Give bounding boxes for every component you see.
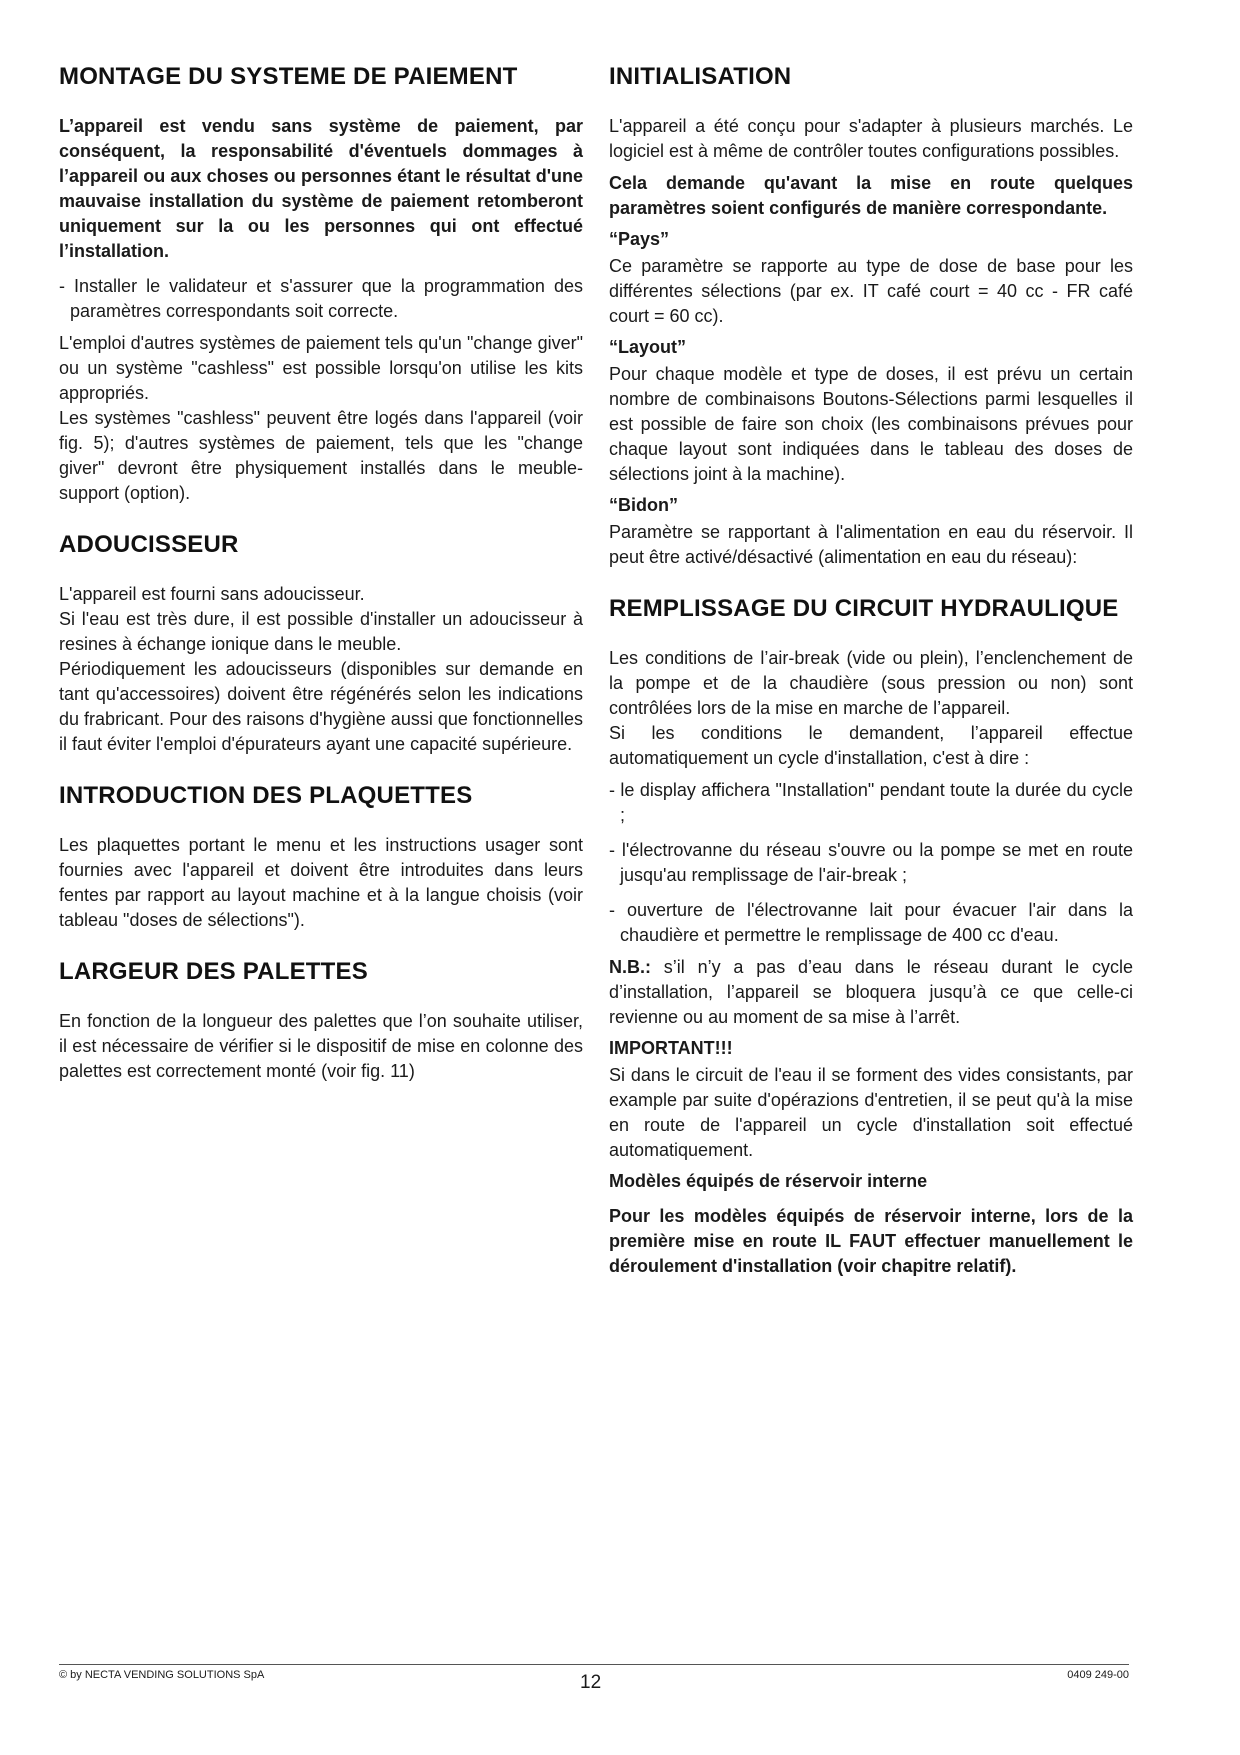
montage-bullet: - Installer le validateur et s'assurer que la programmation des paramètres correspondants soit correcte. xyxy=(59,276,583,321)
pays-label: “Pays” xyxy=(609,229,670,249)
adoucisseur-p1: L'appareil est fourni sans adoucisseur. xyxy=(59,584,365,604)
remplissage-bullet-3: - ouverture de l'électrovanne lait pour évacuer l'air dans la chaudière et permettre le remplissage de 400 cc d'eau. xyxy=(609,900,1133,945)
adoucisseur-p3: Périodiquement les adoucisseurs (disponibles sur demande en tant qu'accessoires) doivent être régénérés selon les indications du frabricant. Pour des raisons d'hygiène aussi que fonctionnelles il faut éviter l'emploi d'épurateurs ayant une capacité supérieure. xyxy=(59,659,583,754)
footer-divider xyxy=(59,1664,1129,1665)
section-palettes xyxy=(59,957,583,1084)
bidon-label: “Bidon” xyxy=(609,495,678,515)
heading-montage: MONTAGE DU SYSTEME DE PAIEMENT xyxy=(59,63,518,90)
layout-label: “Layout” xyxy=(609,337,687,357)
footer-copyright: © by NECTA VENDING SOLUTIONS SpA xyxy=(59,1669,265,1681)
nb-text: s’il n’y a pas d’eau dans le réseau durant le cycle d’installation, l’appareil se bloquera jusqu’à ce que celle-ci revienne ou au moment de sa mise à l’arrêt. xyxy=(609,957,1133,1027)
montage-intro: L’appareil est vendu sans système de paiement, par conséquent, la responsabilité d'éventuels dommages à l’appareil ou aux choses ou personnes étant le résultat d'une mauvaise installation du système de paiement retomberont uniquement sur la ou les personnes qui ont effectué l’installation. xyxy=(59,116,583,261)
heading-initialisation: INITIALISATION xyxy=(609,63,792,90)
plaquettes-p1: Les plaquettes portant le menu et les instructions usager sont fournies avec l'appareil et doivent être introduites dans leurs fentes par rapport au layout machine et à la langue choisis (voir tableau "doses de sélections"). xyxy=(59,835,583,930)
remplissage-bullet-2: - l'électrovanne du réseau s'ouvre ou la pompe se met en route jusqu'au remplissage de l'air-break ; xyxy=(609,840,1133,885)
left-column xyxy=(59,62,583,1084)
pays-text: Ce paramètre se rapporte au type de dose de base pour les différentes sélections (par ex. IT café court = 40 cc - FR café court = 60 cc). xyxy=(609,256,1133,326)
montage-para2: Les systèmes "cashless" peuvent être logés dans l'appareil (voir fig. 5); d'autres systèmes de paiement, tels que les "change giver" devront être physiquement installés dans le meuble-support (option). xyxy=(59,408,583,503)
layout-text: Pour chaque modèle et type de doses, il est prévu un certain nombre de combinaisons Boutons-Sélections parmi lesquelles il est possible de faire son choix (les combinaisons prévues pour chaque layout sont indiquées dans le tableau des doses de sélections joint à la machine). xyxy=(609,364,1133,484)
modeles-text: Pour les modèles équipés de réservoir interne, lors de la première mise en route IL FAUT effectuer manuellement le déroulement d'installation (voir chapitre relatif). xyxy=(609,1206,1133,1276)
remplissage-bullet-1: - le display affichera "Installation" pendant toute la durée du cycle ; xyxy=(609,780,1133,825)
section-plaquettes xyxy=(59,781,583,933)
bidon-text: Paramètre se rapportant à l'alimentation en eau du réservoir. Il peut être activé/désactivé (alimentation en eau du réseau): xyxy=(609,522,1133,567)
heading-palettes: LARGEUR DES PALETTES xyxy=(59,958,368,985)
remplissage-p2: Si les conditions le demandent, l’appareil effectue automatiquement un cycle d'installation, c'est à dire : xyxy=(609,723,1133,768)
section-adoucisseur xyxy=(59,530,583,757)
right-column xyxy=(609,62,1133,1279)
modeles-label: Modèles équipés de réservoir interne xyxy=(609,1171,928,1191)
heading-remplissage: REMPLISSAGE DU CIRCUIT HYDRAULIQUE xyxy=(609,595,1119,622)
section-initialisation xyxy=(609,62,1133,570)
adoucisseur-p2: Si l'eau est très dure, il est possible d'installer un adoucisseur à resines à échange ionique dans le meuble. xyxy=(59,609,583,654)
initialisation-p1: L'appareil a été conçu pour s'adapter à plusieurs marchés. Le logiciel est à même de contrôler toutes configurations possibles. xyxy=(609,116,1133,161)
heading-plaquettes: INTRODUCTION DES PLAQUETTES xyxy=(59,782,473,809)
montage-para1: L'emploi d'autres systèmes de paiement tels qu'un "change giver" ou un système "cashless" est possible lorsqu'on utilise les kits appropriés. xyxy=(59,333,583,403)
palettes-p1: En fonction de la longueur des palettes que l’on souhaite utiliser, il est nécessaire de vérifier si le dispositif de mise en colonne des palettes est correctement monté (voir fig. 11) xyxy=(59,1011,583,1081)
nb-label: N.B.: xyxy=(609,957,651,977)
initialisation-p2: Cela demande qu'avant la mise en route quelques paramètres soient configurés de manière correspondante. xyxy=(609,173,1133,218)
nb-paragraph xyxy=(609,955,1133,1030)
section-montage xyxy=(59,62,583,506)
important-text: Si dans le circuit de l'eau il se forment des vides consistants, par example par suite d'opérazions d'entretien, il se peut qu'à la mise en route de l'appareil un cycle d'installation soit effectué automatiquement. xyxy=(609,1065,1133,1160)
important-label: IMPORTANT!!! xyxy=(609,1038,733,1058)
heading-adoucisseur: ADOUCISSEUR xyxy=(59,531,239,558)
remplissage-p1: Les conditions de l’air-break (vide ou plein), l’enclenchement de la pompe et de la chaudière (sous pression ou non) sont contrôlées lors de la mise en marche de l’appareil. xyxy=(609,648,1133,718)
document-code: 0409 249-00 xyxy=(1067,1669,1129,1681)
section-remplissage xyxy=(609,594,1133,1279)
page-number: 12 xyxy=(580,1672,602,1693)
